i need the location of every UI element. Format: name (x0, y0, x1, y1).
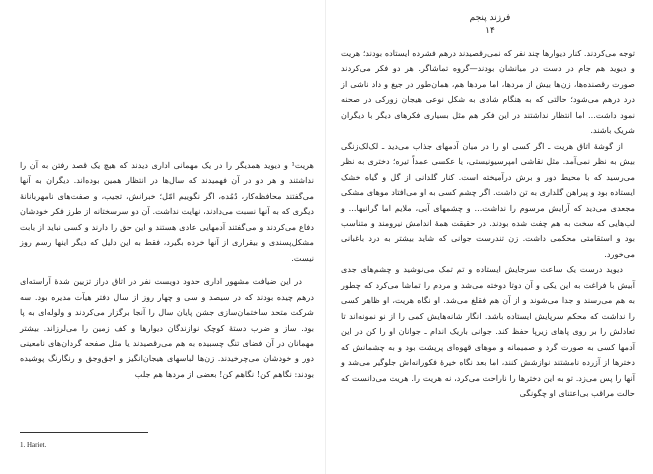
paragraph: هریت¹ و دیوید همدیگر را در یک مهمانی اداری دیدند که هیچ یک قصد رفتن به آن را نداشتند و هر دو در آن فهمیدند که سال‌ها در انتظار همین بوده‌اند. دیگران به آنها می‌گفتند محافظه‌کار، دُمُده، اگر نگوییم امّل؛ خبرانش، تجیب، و صفت‌های نامهربانانهٔ دیگری که به آنها نسبت می‌دادند، نهایت نداشت. آن دو سرسختانه از طرز فکر خودشان دفاع می‌کردند و می‌گفتند آدمهایی عادی هستند و این حق را دارند و کسی نباید از بابت مشکل‌پسندی و بیقراری از آنها خرده بگیرد، فقط به این دلیل که دیگر اینها رسم روز نیست. (20, 160, 314, 263)
paragraph: در این ضیافت مشهور اداری حدود دویست نفر در اتاق دراز تزیین شدهٔ آراسته‌ای درهم چیده بودند که در سیصد و سی و چهار روز از سال دفتر هیآت مدیره بود. سه شرکت متحد ساختمان‌سازی جشن پایان سال را آنجا برگزار می‌کردند و ولوله‌ای به پا بود. ساز و ضرب دستهٔ کوچک نوازندگان دیوارها و کف زمین را می‌لرزاند. بیشتر مهمانان در آن فضای تنگ چسبیده به هم می‌رقصیدند یا مثل صفحه گردان‌های نامعینی دور و خودشان می‌چرخیدند. زن‌ها لباسهای هیجان‌انگیز و اجق‌وجق و رنگارنگ پوشیده بودند: نگاهم کن! نگاهم کن! بعضی از مردها هم جلب (20, 276, 314, 379)
right-page-body (341, 46, 635, 401)
paragraph: توجه می‌کردند. کنار دیوارها چند نفر که نمی‌رقصیدند درهم فشرده ایستاده بودند؛ هریت و دیوید هم جام در دست در میانشان بودند—گروه تماشاگر. هر دو فکر می‌کردند صورت رقصنده‌ها، زن‌ها بیش از مردها، اما مردها هم، همان‌طور در جیغ و داد ناشی از درد درهم می‌شود؛ حالتی که به هنگام شادی به شکل نوعی هیجان زورکی در صحنه نمود داشت... اما انتظار نداشتند در این فکر هم مثل بسیاری فکرهای دیگر با دیگران شریک باشند. (341, 48, 635, 136)
page-number: ۱۴ (485, 26, 495, 36)
paragraph: دیوید درست یک ساعت سرجایش ایستاده و تم تمک می‌نوشید و چشم‌های جدی آبیش با فراغت به این یکی و آن دوتا دوخته می‌شد و مردم را تماشا می‌کرد که چطور به هم می‌رسند و جدا می‌شوند و از آن هم فقلغ می‌شد. او نگاه هریت، او ظاهر کسی را نداشت که محکم سرپایش ایستاده باشد. انگار شانه‌هایش کمی را از نو نمونه‌اند تا تعادلش را بر روی پاهای زیرپا حفظ کند. جوانی باریک اندام ـ جوانان او را کن در این آدمها کسی به صورت گرد و صمیمانه و موهای قهوه‌ای پرپشت بود و به چشمانش که دخترها از آزرده نامشتند نوازشش کنند، اما بعد نگاه خیرهٔ فکورانه‌اش جلوگیر می‌شد و آنها را پس می‌زد. تو به این دخترها را ناراحت می‌کرد، نه هریت را. هریت می‌دانست که حالت مراقب بی‌اعتنای او چگونگی (341, 264, 635, 398)
paragraph: از گوشهٔ اتاق هریت ـ اگر کسی او را در میان آدمهای جذاب می‌دید ـ لک‌لک‌زنگی بیش به نظر نمی‌آمد. مثل نقاشی امپرسیونیستی، یا عکسی عمداً تیره؛ دختری به نظر می‌رسید که با محیط دور و برش درآمیخته است. کنار گلدانی از گل و گیاه خشک ایستاده بود و پیراهن گلداری به تن داشت. اگر چشم کسی به او می‌افتاد موهای مشکی مجعدی می‌دید که آرایش مرسوم را نداشت... و چشمهای آبی، ملایم اما گرانبها... و لب‌هایی که سخت به هم چفت شده بودند. در حقیقت همهٔ اندامش نیرومند و متناسب بود و استقامتی محکمی داشت. زن تندرست جوانی که شاید بیشتر به درد باغبانی می‌خورد. (341, 140, 635, 259)
footnote: 1. Hariet. (20, 441, 47, 449)
running-head: فرزند پنجم (469, 13, 511, 23)
right-page (327, 0, 653, 474)
left-page-body (20, 158, 314, 382)
footnote-rule (20, 432, 148, 433)
paragraph-spacer (20, 266, 314, 274)
left-page (0, 0, 326, 474)
